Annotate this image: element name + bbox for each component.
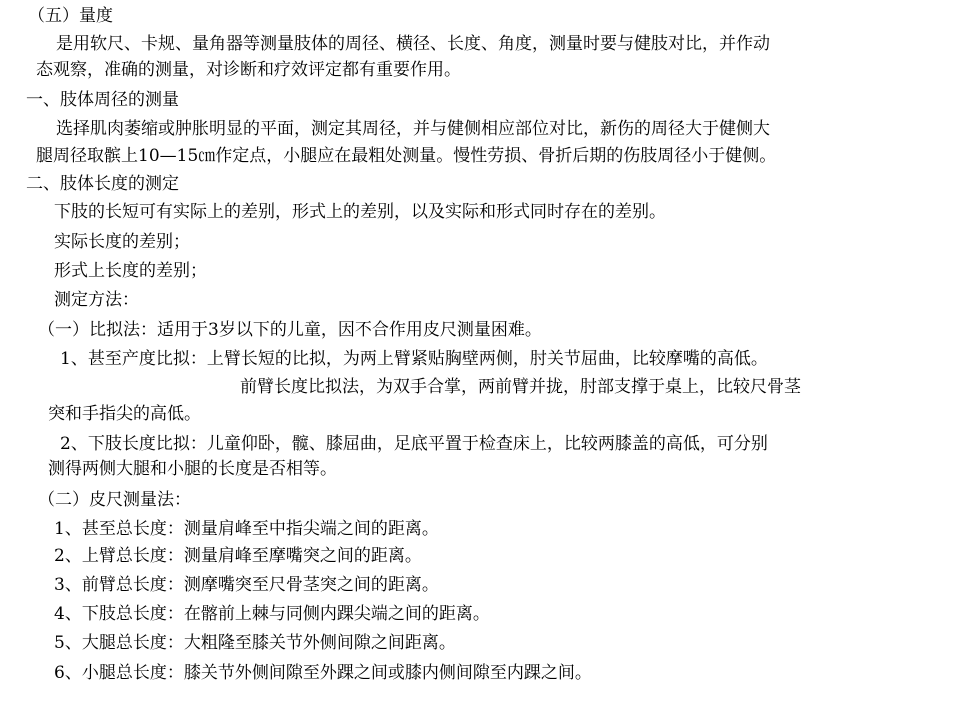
section-heading-circumference: 一、肢体周径的测量 bbox=[26, 90, 179, 110]
list-item: 2、上臂总长度：测量肩峰至摩嘴突之间的距离。 bbox=[54, 546, 422, 566]
paragraph-line: 1、甚至产度比拟：上臂长短的比拟，为两上臂紧贴胸壁两侧，肘关节屈曲，比较摩嘴的高低。 bbox=[60, 349, 768, 369]
section-heading-measurement: （五）量度 bbox=[28, 6, 113, 26]
list-item: 测定方法： bbox=[54, 290, 139, 310]
section-heading-length: 二、肢体长度的测定 bbox=[26, 174, 179, 194]
list-item: 6、小腿总长度：膝关节外侧间隙至外踝之间或膝内侧间隙至内踝之间。 bbox=[54, 663, 592, 683]
list-item: 5、大腿总长度：大粗隆至膝关节外侧间隙之间距离。 bbox=[54, 633, 456, 653]
list-item: 3、前臂总长度：测摩嘴突至尺骨茎突之间的距离。 bbox=[54, 575, 439, 595]
paragraph-line: 腿周径取髌上10—15㎝作定点，小腿应在最粗处测量。慢性劳损、骨折后期的伤肢周径小于健侧。 bbox=[36, 146, 777, 166]
list-item: 4、下肢总长度：在髂前上棘与同侧内踝尖端之间的距离。 bbox=[54, 604, 490, 624]
paragraph-line: 下肢的长短可有实际上的差别，形式上的差别，以及实际和形式同时存在的差别。 bbox=[54, 202, 666, 222]
paragraph-line: 选择肌肉萎缩或肿胀明显的平面，测定其周径，并与健侧相应部位对比，新伤的周径大于健侧大 bbox=[56, 119, 770, 139]
paragraph-line: 前臂长度比拟法，为双手合掌，两前臂并拢，肘部支撑于桌上，比较尺骨茎 bbox=[240, 377, 801, 397]
list-item: 形式上长度的差别； bbox=[54, 261, 207, 281]
subheading-tape-measure-method: （二）皮尺测量法： bbox=[38, 490, 191, 510]
paragraph-line: 态观察，准确的测量，对诊断和疗效评定都有重要作用。 bbox=[36, 60, 461, 80]
paragraph-line: 突和手指尖的高低。 bbox=[48, 404, 201, 424]
paragraph-line: 测得两侧大腿和小腿的长度是否相等。 bbox=[48, 459, 337, 479]
paragraph-line: 是用软尺、卡规、量角器等测量肢体的周径、横径、长度、角度，测量时要与健肢对比，并作动 bbox=[56, 34, 770, 54]
list-item: 1、甚至总长度：测量肩峰至中指尖端之间的距离。 bbox=[54, 519, 439, 539]
list-item: 实际长度的差别； bbox=[54, 232, 190, 252]
subheading-comparison-method: （一）比拟法：适用于3岁以下的儿童，因不合作用皮尺测量困难。 bbox=[38, 320, 542, 340]
paragraph-line: 2、下肢长度比拟：儿童仰卧，髋、膝屈曲，足底平置于检查床上，比较两膝盖的高低，可分别 bbox=[60, 434, 768, 454]
